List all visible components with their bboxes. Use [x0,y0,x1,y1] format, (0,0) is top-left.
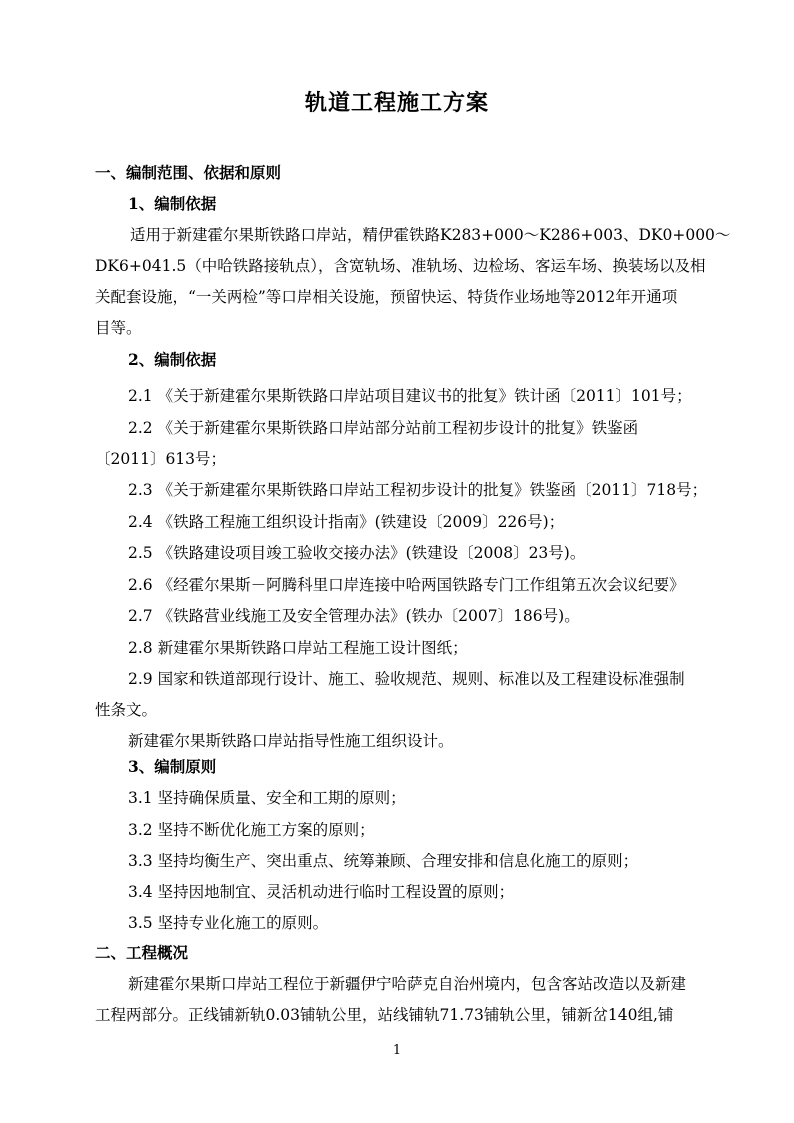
text-line: 关配套设施，“一关两检”等口岸相关设施，预留快运、特货作业场地等2012年开通项 [95,288,678,306]
text-line: 2.6 《经霍尔果斯－阿腾科里口岸连接中哈两国铁路专门工作组第五次会议纪要》 [128,576,685,594]
text-line: 2.8 新建霍尔果斯铁路口岸站工程施工设计图纸； [128,639,468,657]
text-line: 2.4 《铁路工程施工组织设计指南》(铁建设〔2009〕226号)； [128,513,565,531]
section-heading: 二、工程概况 [95,943,189,962]
text-line: 3.5 坚持专业化施工的原则。 [128,914,329,932]
text-line: DK6+041.5（中哈铁路接轨点），含宽轨场、准轨场、边检场、客运车场、换装场以及相 [95,257,706,275]
text-line: 2.3 《关于新建霍尔果斯铁路口岸站工程初步设计的批复》铁鉴函〔2011〕718号； [128,481,708,499]
page-number: 1 [392,1043,402,1058]
section-heading: 3、编制原则 [128,757,217,776]
text-line: 性条文。 [95,701,158,719]
text-line: 新建霍尔果斯口岸站工程位于新疆伊宁哈萨克自治州境内，包含客站改造以及新建 [128,975,687,993]
text-line: 3.4 坚持因地制宜、灵活机动进行临时工程设置的原则； [128,883,515,901]
text-line: 3.2 坚持不断优化施工方案的原则； [128,821,375,839]
text-line: 适用于新建霍尔果斯铁路口岸站，精伊霍铁路K283+000～K286+003、DK0+000～ [130,226,731,244]
section-heading: 1、编制依据 [128,194,217,213]
text-line: 3.3 坚持均衡生产、突出重点、统筹兼顾、合理安排和信息化施工的原则； [128,852,639,870]
text-line: 新建霍尔果斯铁路口岸站指导性施工组织设计。 [128,732,454,750]
text-line: 工程两部分。正线铺新轨0.03铺轨公里，站线铺轨71.73铺轨公里，铺新岔140组,铺 [95,1006,674,1024]
text-line: 2.5 《铁路建设项目竣工验收交接办法》(铁建设〔2008〕23号)。 [128,544,586,562]
text-line: 3.1 坚持确保质量、安全和工期的原则； [128,789,406,807]
section-heading: 一、编制范围、依据和原则 [95,163,282,182]
text-line: 〔2011〕613号； [95,450,227,468]
text-line: 2.9 国家和铁道部现行设计、施工、验收规范、规则、标准以及工程建设标准强制 [128,670,685,688]
section-heading: 2、编制依据 [128,350,217,369]
text-line: 目等。 [95,319,142,337]
document-title: 轨道工程施工方案 [304,90,489,116]
text-line: 2.1 《关于新建霍尔果斯铁路口岸站项目建议书的批复》铁计函〔2011〕101号； [128,387,692,405]
text-line: 2.2 《关于新建霍尔果斯铁路口岸站部分站前工程初步设计的批复》铁鉴函 [128,419,639,437]
text-line: 2.7 《铁路营业线施工及安全管理办法》(铁办〔2007〕186号)。 [128,607,580,625]
